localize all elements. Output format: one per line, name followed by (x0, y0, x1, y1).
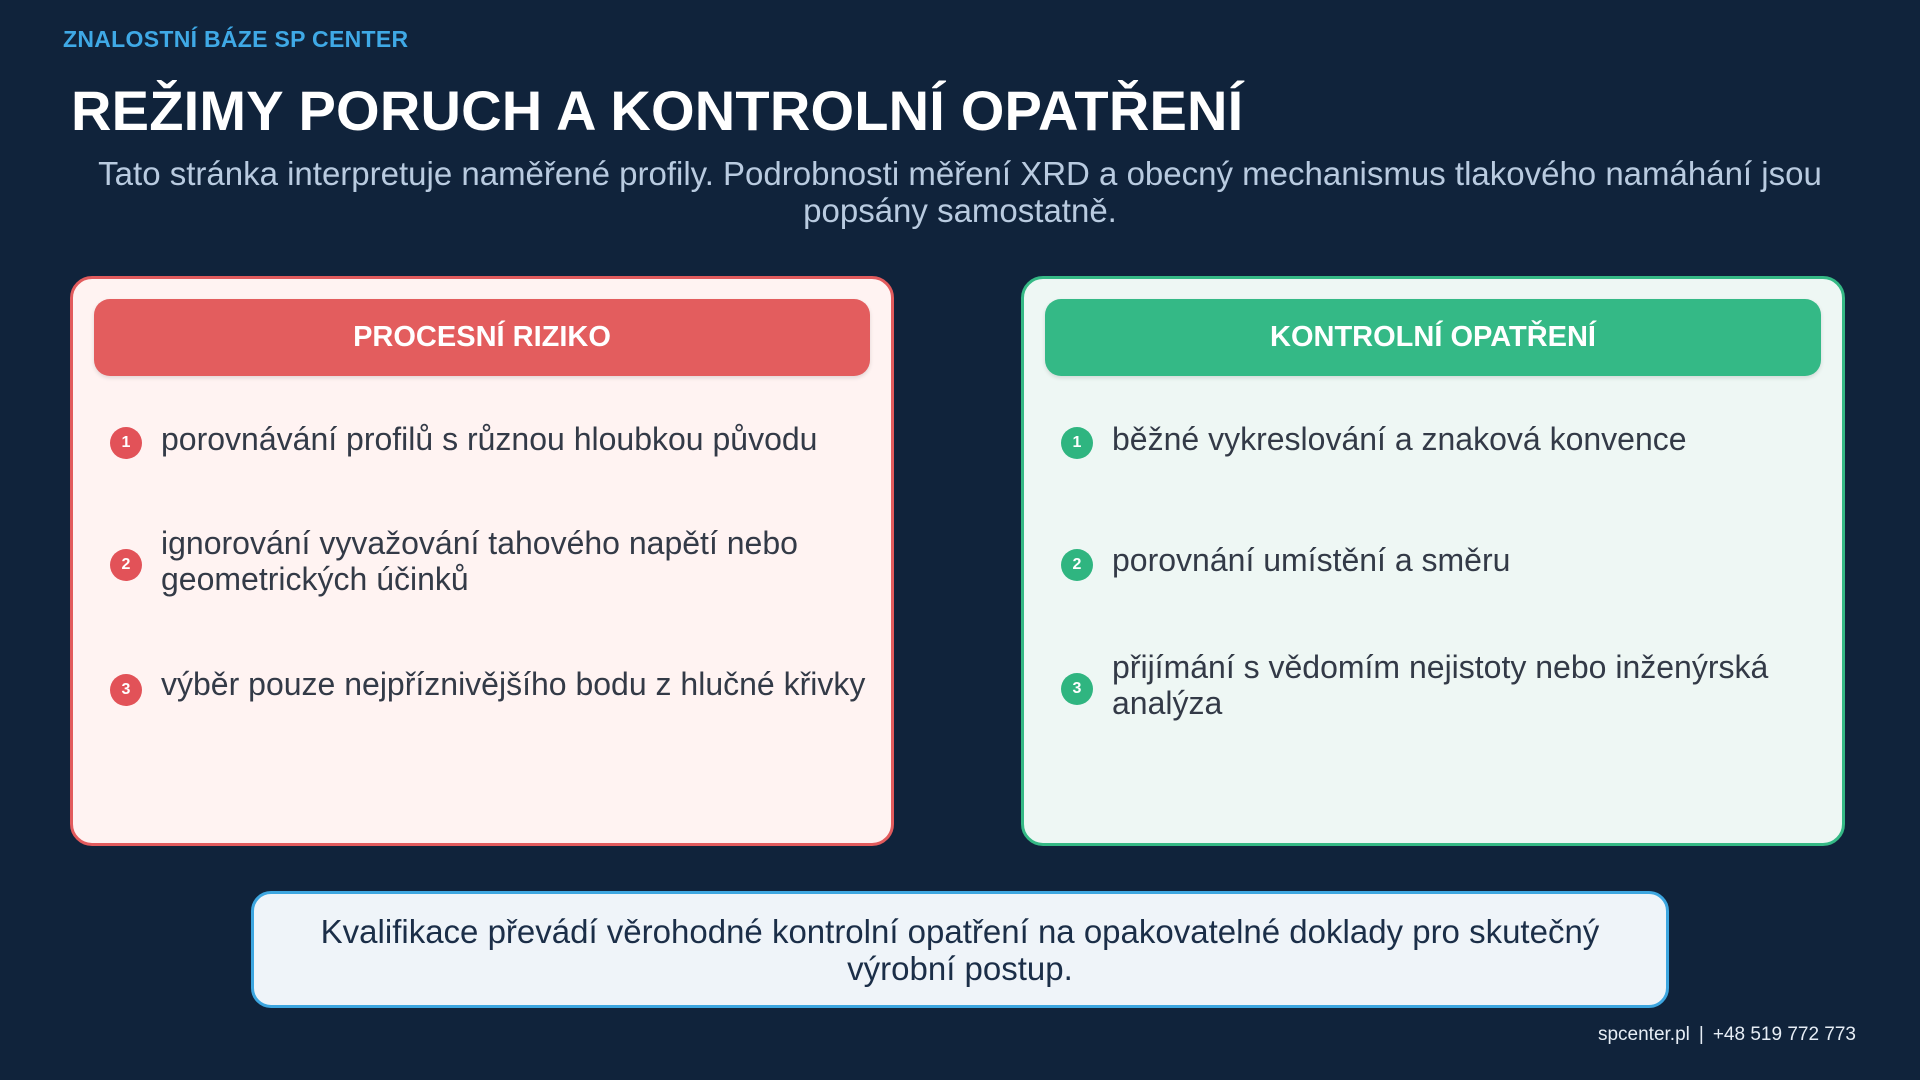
footer-website: spcenter.pl (1597, 1024, 1690, 1045)
footer-phone: +48 519 772 773 (1712, 1024, 1856, 1045)
control-item-text: přijímání s vědomím nejistoty nebo inženýrská analýza (1112, 649, 1769, 721)
control-item-text: porovnání umístění a směru (1112, 542, 1511, 578)
control-item-text: běžné vykreslování a znaková konvence (1112, 421, 1687, 457)
process-risk-header: PROCESNÍ RIZIKO (94, 299, 870, 376)
number-badge: 3 (110, 674, 142, 706)
summary-box (251, 891, 1669, 1008)
footer-separator: | (1698, 1024, 1704, 1045)
number-badge: 3 (1061, 673, 1093, 705)
kicker-label: ZNALOSTNÍ BÁZE SP CENTER (63, 26, 409, 52)
risk-item-text: porovnávání profilů s různou hloubkou původu (161, 421, 818, 457)
process-risk-panel (70, 276, 894, 846)
number-badge: 1 (1061, 427, 1093, 459)
page-title: REŽIMY PORUCH A KONTROLNÍ OPATŘENÍ (71, 79, 1244, 142)
summary-text: Kvalifikace převádí věrohodné kontrolní opatření na opakovatelné doklady pro skutečný výrobní postup. (320, 912, 1600, 987)
number-badge: 1 (110, 427, 142, 459)
number-badge: 2 (1061, 549, 1093, 581)
control-measures-header: KONTROLNÍ OPATŘENÍ (1045, 299, 1821, 376)
number-badge: 2 (110, 549, 142, 581)
page-subtitle: Tato stránka interpretuje naměřené profily. Podrobnosti měření XRD a obecný mechanismus tlakového namáhání jsou popsány samostatně. (98, 155, 1822, 229)
control-measures-panel (1021, 276, 1845, 846)
risk-item-text: ignorování vyvažování tahového napětí nebo geometrických účinků (161, 525, 798, 597)
footer-contact (1598, 1024, 1856, 1046)
risk-item-text: výběr pouze nejpříznivějšího bodu z hlučné křivky (161, 666, 866, 702)
